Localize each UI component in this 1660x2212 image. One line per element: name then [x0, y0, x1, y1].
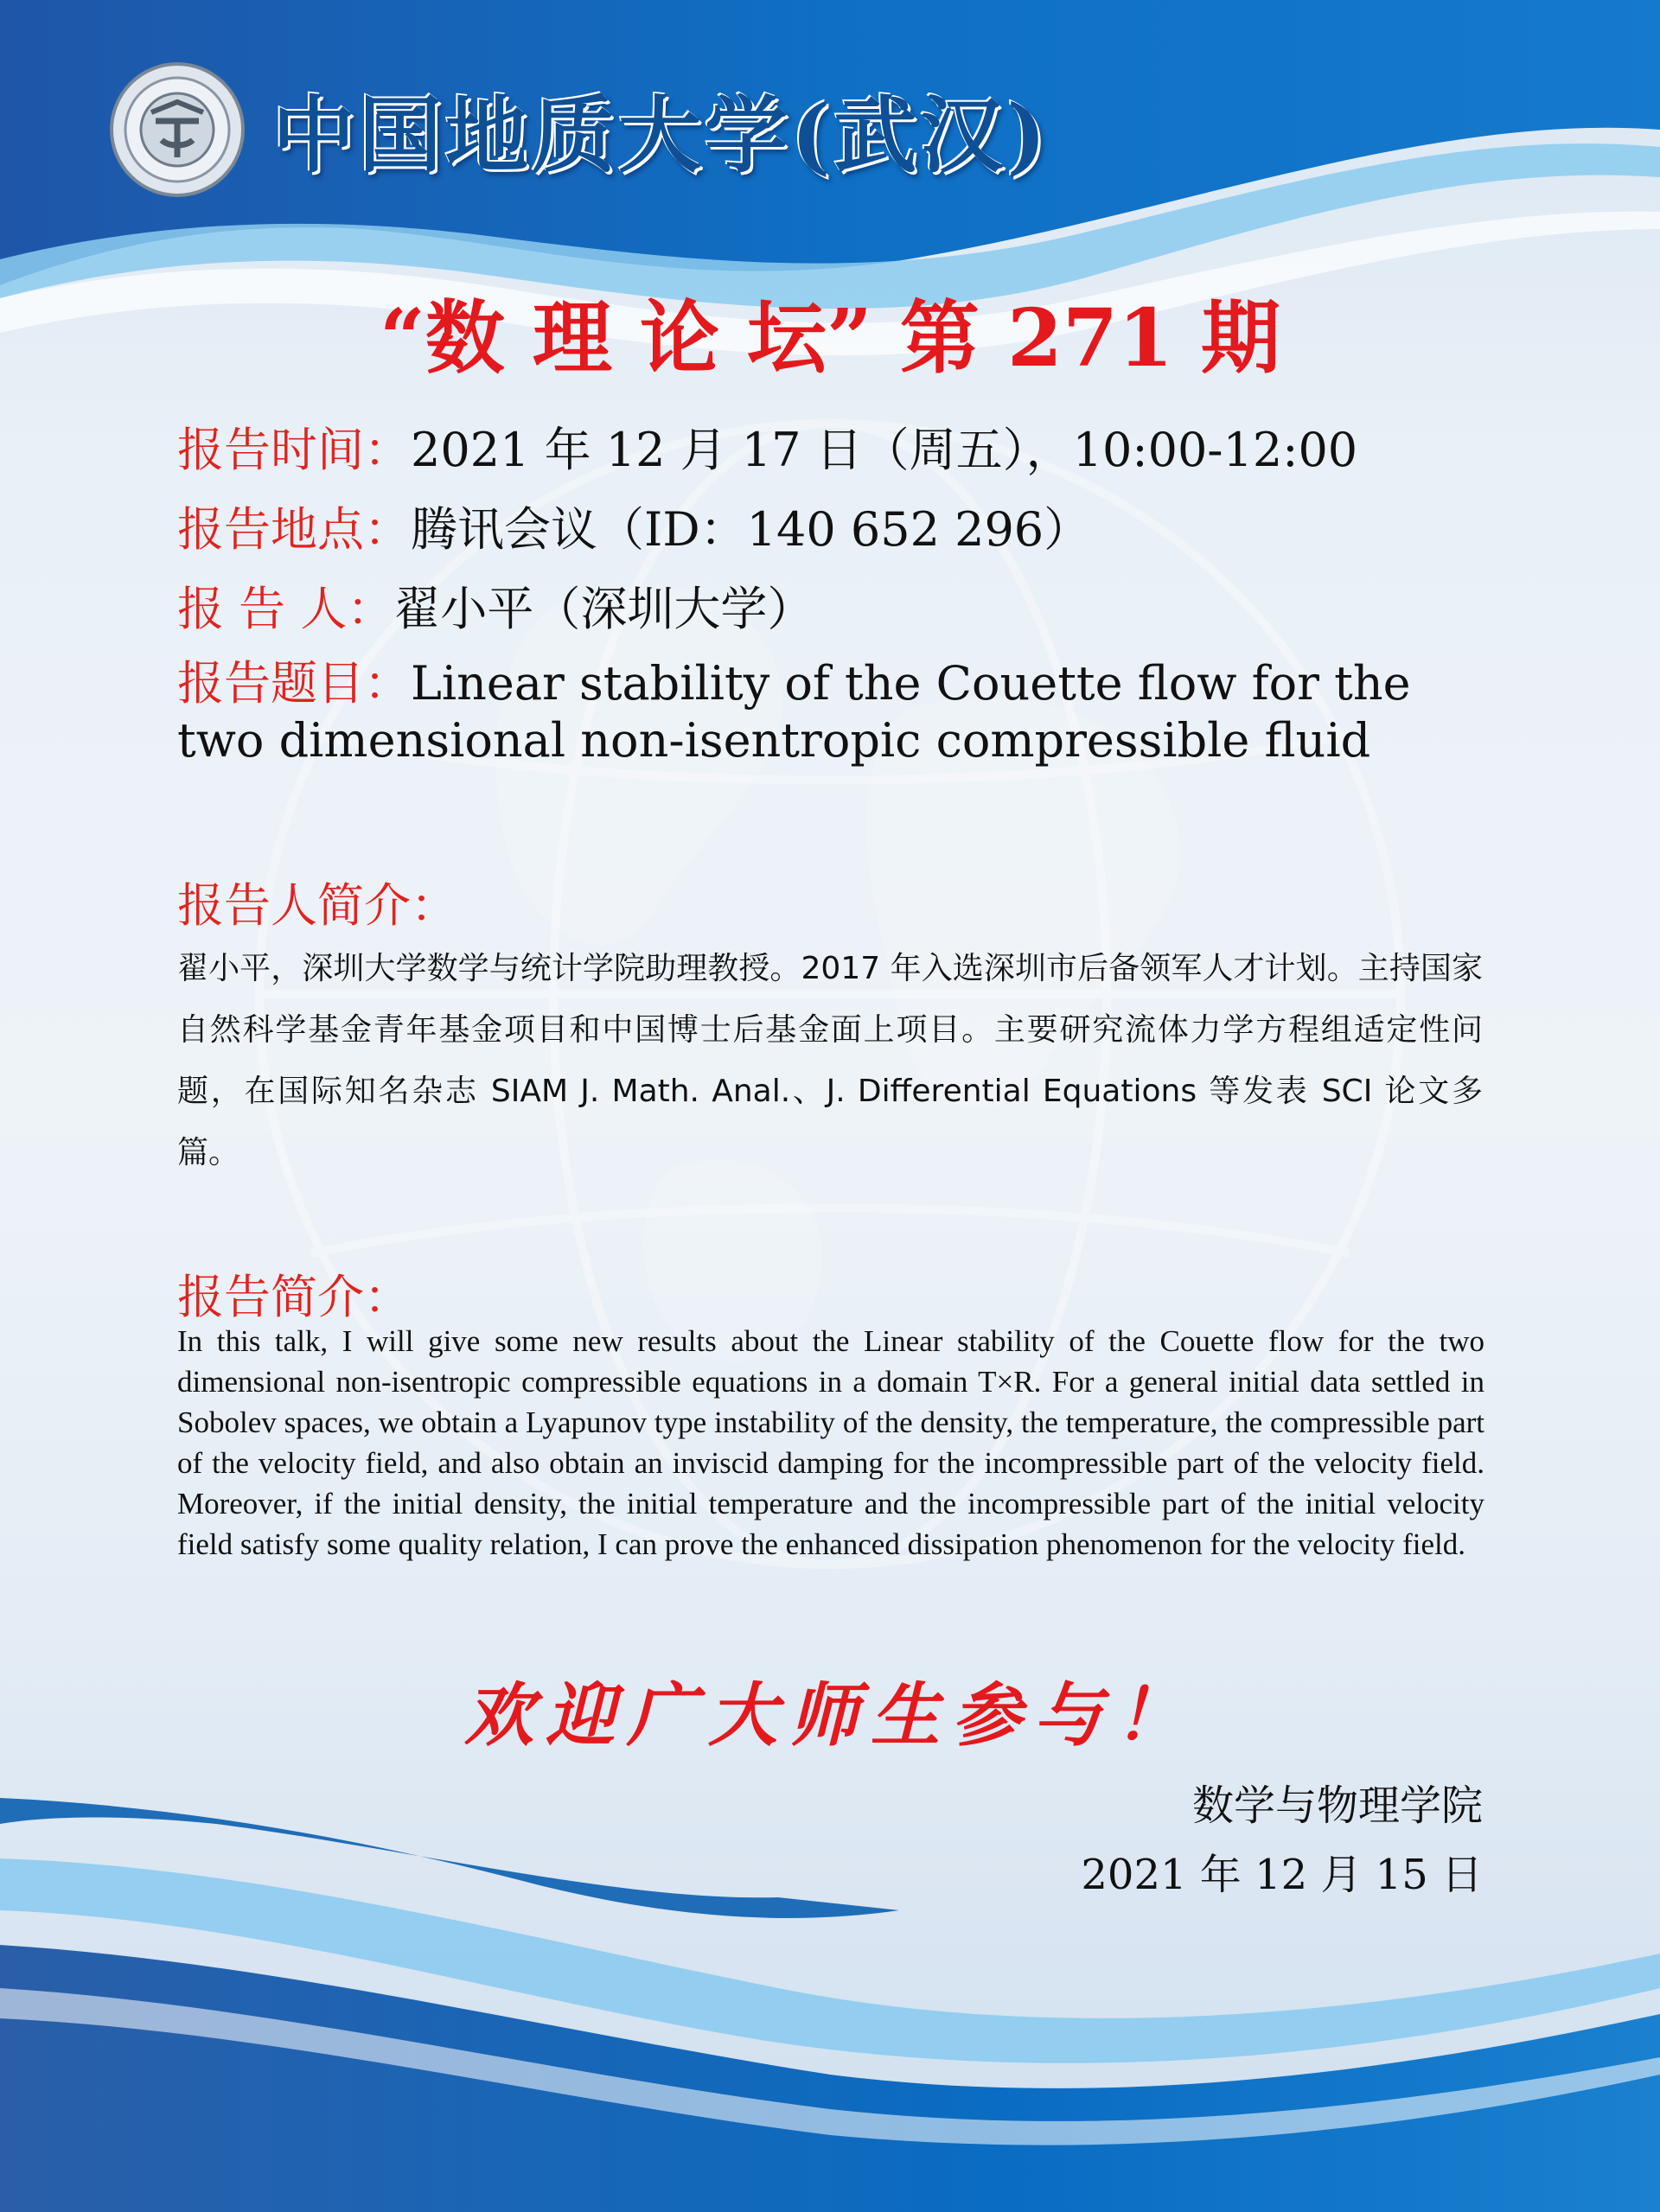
report-time-label: 报告时间： [177, 423, 411, 477]
speaker-value: 翟小平（深圳大学） [393, 582, 814, 636]
report-time-value: 2021 年 12 月 17 日（周五），10:00-12:00 [411, 423, 1358, 477]
report-topic-row [177, 655, 1491, 769]
university-name: 中国地质大学(武汉) [272, 86, 1050, 184]
university-seal-icon [108, 61, 246, 199]
welcome-message: 欢迎广大师生参与！ [464, 1674, 1196, 1756]
report-topic-value: Linear stability of the Couette flow for the two dimensional non-isentropic compressible fluid [177, 656, 1411, 768]
abstract-text: In this talk, I will give some new results about the Linear stability of the Couette flow for the two dimensional non-isentropic compressible equations in a domain T×R. For a general initial data settled in Sobolev spaces, we obtain a Lyapunov type instability of the density, the temperature, the compressible part of the velocity field, and also obtain an inviscid damping for the incompressible part of the velocity field. Moreover, if the initial density, the initial temperature and the incompressible part of the initial velocity field satisfy some quality relation, I can prove the enhanced dissipation phenomenon for the velocity field. [177, 1324, 1484, 1561]
forum-title: “数 理 论 坛” 第 271 期 [379, 291, 1281, 385]
speaker-bio-text: 翟小平，深圳大学数学与统计学院助理教授。2017 年入选深圳市后备领军人才计划。主持国家自然科学基金青年基金项目和中国博士后基金面上项目。主要研究流体力学方程组适定性问题，在国际知名杂志 SIAM J. Math. Anal.、J. Differential Equations 等发表 SCI 论文多篇。 [177, 951, 1483, 1170]
organizer-school: 数学与物理学院 [1191, 1782, 1483, 1830]
report-topic-label: 报告题目： [177, 656, 411, 711]
report-place-value: 腾讯会议（ID：140 652 296） [411, 502, 1091, 557]
header [108, 54, 1050, 205]
report-place-label: 报告地点： [177, 502, 411, 557]
abstract-heading: 报告简介： [177, 1270, 411, 1324]
notice-date: 2021 年 12 月 15 日 [1081, 1851, 1483, 1899]
report-place-row [177, 493, 1491, 559]
speaker-bio-heading: 报告人简介： [177, 878, 457, 933]
report-time-row [177, 413, 1491, 480]
speaker-row [177, 572, 1491, 639]
speaker-label: 报 告 人： [177, 582, 394, 636]
